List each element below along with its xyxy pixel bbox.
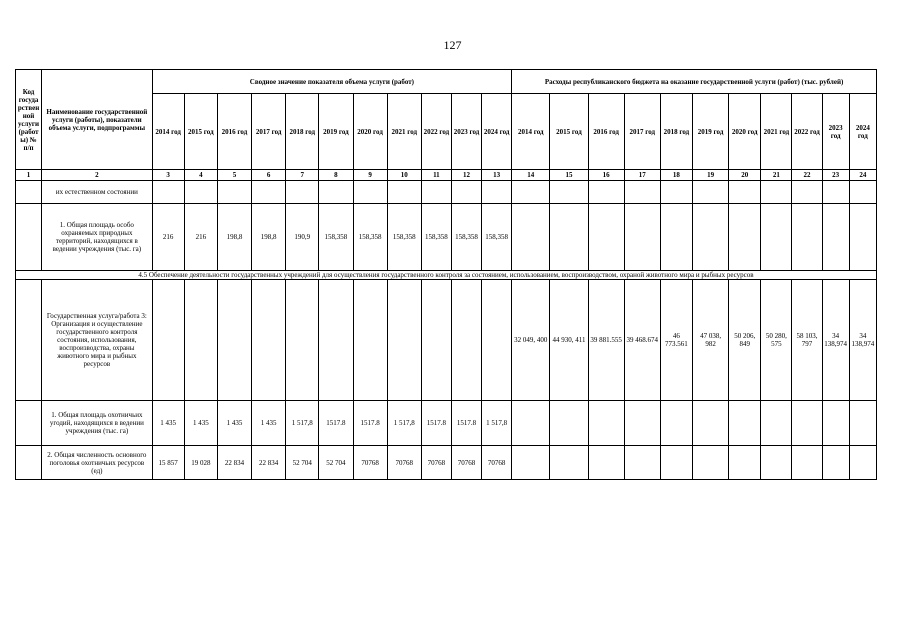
header-budget-year: 2023 год [822, 94, 849, 170]
row-code [16, 204, 42, 271]
table-row [16, 280, 877, 401]
volume-cell: 1517.8 [421, 401, 451, 446]
volume-cell [421, 181, 451, 204]
budget-cell [512, 446, 550, 480]
budget-cell [693, 204, 729, 271]
budget-cell [792, 401, 822, 446]
budget-cell: 39 468.674 [624, 280, 660, 401]
budget-cell: 32 049, 400 [512, 280, 550, 401]
column-number: 10 [387, 170, 421, 181]
budget-cell: 50 280, 575 [761, 280, 792, 401]
budget-cell [729, 204, 761, 271]
budget-cell [512, 401, 550, 446]
column-number: 18 [660, 170, 692, 181]
budget-cell [693, 446, 729, 480]
budget-cell: 50 206, 849 [729, 280, 761, 401]
budget-cell [550, 181, 588, 204]
header-budget-year: 2022 год [792, 94, 822, 170]
row-code [16, 280, 42, 401]
budget-cell: 44 930, 411 [550, 280, 588, 401]
table-row [16, 401, 877, 446]
header-budget-year: 2019 год [693, 94, 729, 170]
budget-cell [550, 446, 588, 480]
column-number: 4 [184, 170, 217, 181]
volume-cell: 1 517,8 [387, 401, 421, 446]
volume-cell: 158,358 [319, 204, 353, 271]
table-row [16, 446, 877, 480]
budget-cell [588, 401, 624, 446]
data-table [15, 69, 877, 480]
volume-cell: 1 435 [217, 401, 251, 446]
header-budget-group: Расходы республиканского бюджета на оказание государственной услуги (работ) (тыс. рублей) [512, 70, 877, 94]
header-volume-year: 2019 год [319, 94, 353, 170]
header-volume-year: 2024 год [482, 94, 512, 170]
row-name: их естественном состоянии [42, 181, 153, 204]
volume-cell: 70768 [353, 446, 387, 480]
budget-cell: 39 881.555 [588, 280, 624, 401]
budget-cell [660, 181, 692, 204]
header-volume-year: 2017 год [252, 94, 286, 170]
budget-cell [822, 181, 849, 204]
volume-cell: 198,8 [217, 204, 251, 271]
section-title: 4.5 Обеспечение деятельности государственных учреждений для осуществления государственного контроля за состоянием, использованием, воспроизводством, охраной животного мира и рыбных ресурсов [16, 271, 877, 280]
budget-cell [761, 446, 792, 480]
volume-cell: 1 517,8 [286, 401, 319, 446]
volume-cell: 70768 [387, 446, 421, 480]
volume-cell: 1517.8 [319, 401, 353, 446]
column-number: 19 [693, 170, 729, 181]
volume-cell [152, 181, 184, 204]
budget-cell [822, 401, 849, 446]
budget-cell [792, 181, 822, 204]
budget-cell [693, 181, 729, 204]
volume-cell: 22 834 [217, 446, 251, 480]
volume-cell: 52 704 [286, 446, 319, 480]
table-row [16, 181, 877, 204]
row-code [16, 446, 42, 480]
budget-cell [660, 204, 692, 271]
volume-cell [482, 181, 512, 204]
volume-cell [482, 280, 512, 401]
volume-cell: 70768 [451, 446, 481, 480]
volume-cell [319, 181, 353, 204]
header-budget-year: 2016 год [588, 94, 624, 170]
volume-cell [184, 280, 217, 401]
header-budget-year: 2018 год [660, 94, 692, 170]
table-row [16, 204, 877, 271]
header-volume-year: 2015 год [184, 94, 217, 170]
budget-cell [550, 204, 588, 271]
volume-cell: 52 704 [319, 446, 353, 480]
header-budget-year: 2014 год [512, 94, 550, 170]
budget-cell [849, 401, 876, 446]
section-row [16, 271, 877, 280]
column-number: 3 [152, 170, 184, 181]
volume-cell [252, 280, 286, 401]
volume-cell [451, 181, 481, 204]
header-volume-group: Сводное значение показателя объема услуги (работ) [152, 70, 512, 94]
volume-cell [387, 181, 421, 204]
volume-cell: 1 435 [252, 401, 286, 446]
volume-cell: 70768 [421, 446, 451, 480]
budget-cell [660, 401, 692, 446]
budget-cell [729, 446, 761, 480]
budget-cell: 47 038, 982 [693, 280, 729, 401]
header-name: Наименование государственной услуги (работы), показатели объема услуги, подпрограммы [42, 70, 153, 170]
volume-cell [421, 280, 451, 401]
volume-cell: 1 435 [152, 401, 184, 446]
volume-cell: 1 517,8 [482, 401, 512, 446]
budget-cell [550, 401, 588, 446]
budget-cell [849, 181, 876, 204]
row-name: Государственная услуга/работа 3: Организация и осуществление государственного контроля состояния, использования, воспроизводства, охраны животного мира и рыбных ресурсов [42, 280, 153, 401]
column-number: 11 [421, 170, 451, 181]
volume-cell: 158,358 [421, 204, 451, 271]
volume-cell [353, 280, 387, 401]
volume-cell [252, 181, 286, 204]
header-volume-year: 2018 год [286, 94, 319, 170]
volume-cell [387, 280, 421, 401]
budget-cell: 34 138,974 [822, 280, 849, 401]
column-number: 5 [217, 170, 251, 181]
column-number: 22 [792, 170, 822, 181]
volume-cell [286, 181, 319, 204]
page-number: 127 [443, 38, 462, 52]
header-budget-year: 2021 год [761, 94, 792, 170]
volume-cell: 216 [152, 204, 184, 271]
volume-cell: 19 028 [184, 446, 217, 480]
row-name: 2. Общая численность основного поголовья охотничьих ресурсов (ед) [42, 446, 153, 480]
row-name: 1. Общая площадь охотничьих угодий, находящихся в ведении учреждения (тыс. га) [42, 401, 153, 446]
budget-cell [849, 446, 876, 480]
column-number: 20 [729, 170, 761, 181]
budget-cell [792, 204, 822, 271]
column-number: 15 [550, 170, 588, 181]
column-number: 7 [286, 170, 319, 181]
budget-cell [792, 446, 822, 480]
header-code: Код государственной услуги (работы) № п/п [16, 70, 42, 170]
volume-cell [184, 181, 217, 204]
volume-cell: 1 435 [184, 401, 217, 446]
column-number: 6 [252, 170, 286, 181]
row-name: 1. Общая площадь особо охраняемых природных территорий, находящихся в ведении учреждения (тыс. га) [42, 204, 153, 271]
volume-cell: 158,358 [482, 204, 512, 271]
header-volume-year: 2014 год [152, 94, 184, 170]
volume-cell: 190,9 [286, 204, 319, 271]
volume-cell: 158,358 [353, 204, 387, 271]
row-code [16, 401, 42, 446]
volume-cell: 216 [184, 204, 217, 271]
budget-cell [729, 401, 761, 446]
budget-cell [849, 204, 876, 271]
budget-cell [588, 204, 624, 271]
budget-cell [624, 181, 660, 204]
column-number: 14 [512, 170, 550, 181]
column-number: 2 [42, 170, 153, 181]
volume-cell [451, 280, 481, 401]
volume-cell: 158,358 [451, 204, 481, 271]
header-volume-year: 2023 год [451, 94, 481, 170]
budget-cell [660, 446, 692, 480]
budget-cell [761, 204, 792, 271]
header-budget-year: 2024 год [849, 94, 876, 170]
volume-cell [286, 280, 319, 401]
budget-cell [588, 446, 624, 480]
volume-cell: 70768 [482, 446, 512, 480]
budget-cell [761, 181, 792, 204]
volume-cell [353, 181, 387, 204]
volume-cell [217, 181, 251, 204]
column-number: 16 [588, 170, 624, 181]
row-code [16, 181, 42, 204]
volume-cell: 15 857 [152, 446, 184, 480]
column-number: 12 [451, 170, 481, 181]
budget-cell [624, 446, 660, 480]
column-number: 24 [849, 170, 876, 181]
header-budget-year: 2015 год [550, 94, 588, 170]
budget-cell [624, 401, 660, 446]
volume-cell [319, 280, 353, 401]
header-volume-year: 2021 год [387, 94, 421, 170]
column-number: 23 [822, 170, 849, 181]
volume-cell [217, 280, 251, 401]
header-budget-year: 2017 год [624, 94, 660, 170]
volume-cell [152, 280, 184, 401]
budget-cell [761, 401, 792, 446]
budget-cell [822, 446, 849, 480]
budget-cell [693, 401, 729, 446]
column-number: 1 [16, 170, 42, 181]
budget-cell: 58 103, 797 [792, 280, 822, 401]
header-volume-year: 2020 год [353, 94, 387, 170]
header-budget-year: 2020 год [729, 94, 761, 170]
volume-cell: 1517.8 [353, 401, 387, 446]
budget-cell [512, 204, 550, 271]
volume-cell: 158,358 [387, 204, 421, 271]
column-number: 17 [624, 170, 660, 181]
header-volume-year: 2022 год [421, 94, 451, 170]
budget-cell: 46 773.561 [660, 280, 692, 401]
budget-cell [822, 204, 849, 271]
budget-cell: 34 138,974 [849, 280, 876, 401]
budget-cell [512, 181, 550, 204]
budget-cell [729, 181, 761, 204]
column-number: 21 [761, 170, 792, 181]
volume-cell: 198,8 [252, 204, 286, 271]
header-volume-year: 2016 год [217, 94, 251, 170]
volume-cell: 1517.8 [451, 401, 481, 446]
column-number: 9 [353, 170, 387, 181]
volume-cell: 22 834 [252, 446, 286, 480]
column-number: 8 [319, 170, 353, 181]
budget-cell [588, 181, 624, 204]
column-number: 13 [482, 170, 512, 181]
budget-cell [624, 204, 660, 271]
column-number-row [16, 170, 877, 181]
